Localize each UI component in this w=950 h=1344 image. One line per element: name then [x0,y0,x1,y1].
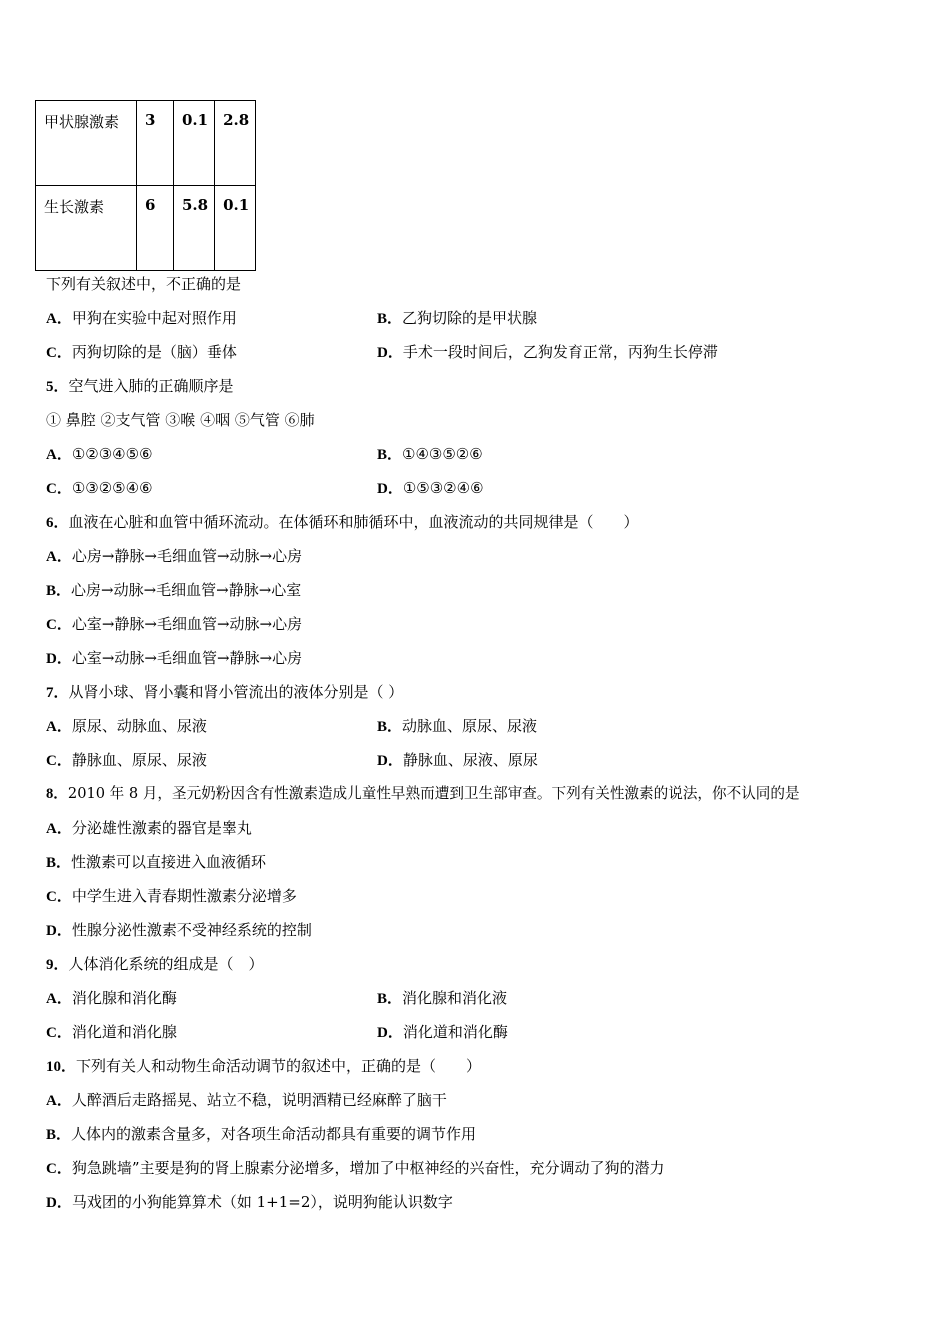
q10-option-d: D．马戏团的小狗能算算术（如 1+1=2），说明狗能认识数字 [46,1193,453,1211]
hormone-table [35,100,256,271]
q7-option-a: A．原尿、动脉血、尿液 [46,717,207,735]
q5-items: ① 鼻腔 ②支气管 ③喉 ④咽 ⑤气管 ⑥肺 [46,411,315,429]
q6-option-a: A．心房→静脉→毛细血管→动脉→心房 [46,547,303,565]
q6-stem: 6．血液在心脏和血管中循环流动。在体循环和肺循环中，血液流动的共同规律是（ ） [46,513,639,531]
table-row [36,101,256,186]
table-cell: 甲状腺激素 [36,101,137,186]
q8-option-a: A．分泌雄性激素的器官是睾丸 [46,819,252,837]
q10-stem: 10．下列有关人和动物生命活动调节的叙述中，正确的是（ ） [46,1057,482,1075]
q8-stem: 8．2010 年 8 月，圣元奶粉因含有性激素造成儿童性早熟而遭到卫生部审查。下列有关性激素的说法，你不认同的是 [46,785,800,802]
q7-option-b: B．动脉血、原尿、尿液 [377,717,538,735]
q5-stem: 5．空气进入肺的正确顺序是 [46,377,234,395]
q8-option-b: B．性激素可以直接进入血液循环 [46,853,267,871]
q8-option-c: C．中学生进入青春期性激素分泌增多 [46,887,297,905]
q4-option-b: B．乙狗切除的是甲状腺 [377,309,538,327]
q5-option-d: D．①⑤③②④⑥ [377,479,484,497]
q7-option-c: C．静脉血、原尿、尿液 [46,751,207,769]
q10-option-c: C．狗急跳墙”主要是狗的肾上腺素分泌增多，增加了中枢神经的兴奋性，充分调动了狗的潜力 [46,1159,665,1177]
q4-option-a: A．甲狗在实验中起对照作用 [46,309,237,327]
q10-option-b: B．人体内的激素含量多，对各项生命活动都具有重要的调节作用 [46,1125,477,1143]
q9-option-a: A．消化腺和消化酶 [46,989,177,1007]
q7-stem: 7．从肾小球、肾小囊和肾小管流出的液体分别是（ ） [46,683,404,701]
table-cell: 生长激素 [36,186,137,271]
q5-option-a: A．①②③④⑤⑥ [46,445,153,463]
table-cell: 5.8 [174,186,215,271]
q4-stem: 下列有关叙述中，不正确的是 [46,275,242,293]
q6-option-d: D．心室→动脉→毛细血管→静脉→心房 [46,649,303,667]
q9-stem: 9．人体消化系统的组成是（ ） [46,955,264,973]
q9-option-b: B．消化腺和消化液 [377,989,508,1007]
q6-option-c: C．心室→静脉→毛细血管→动脉→心房 [46,615,303,633]
q9-option-c: C．消化道和消化腺 [46,1023,177,1041]
q4-option-d: D．手术一段时间后，乙狗发育正常，丙狗生长停滞 [377,343,718,361]
q5-option-c: C．①③②⑤④⑥ [46,479,153,497]
table-row [36,186,256,271]
table-cell: 2.8 [215,101,256,186]
q9-option-d: D．消化道和消化酶 [377,1023,508,1041]
table-cell: 3 [137,101,174,186]
q6-option-b: B．心房→动脉→毛细血管→静脉→心室 [46,581,302,599]
q7-option-d: D．静脉血、尿液、原尿 [377,751,538,769]
q5-option-b: B．①④③⑤②⑥ [377,445,483,463]
table-cell: 0.1 [174,101,215,186]
q8-option-d: D．性腺分泌性激素不受神经系统的控制 [46,921,312,939]
table-cell: 6 [137,186,174,271]
q10-option-a: A．人醉酒后走路摇晃、站立不稳，说明酒精已经麻醉了脑干 [46,1091,447,1109]
table-cell: 0.1 [215,186,256,271]
q4-option-c: C．丙狗切除的是（脑）垂体 [46,343,237,361]
